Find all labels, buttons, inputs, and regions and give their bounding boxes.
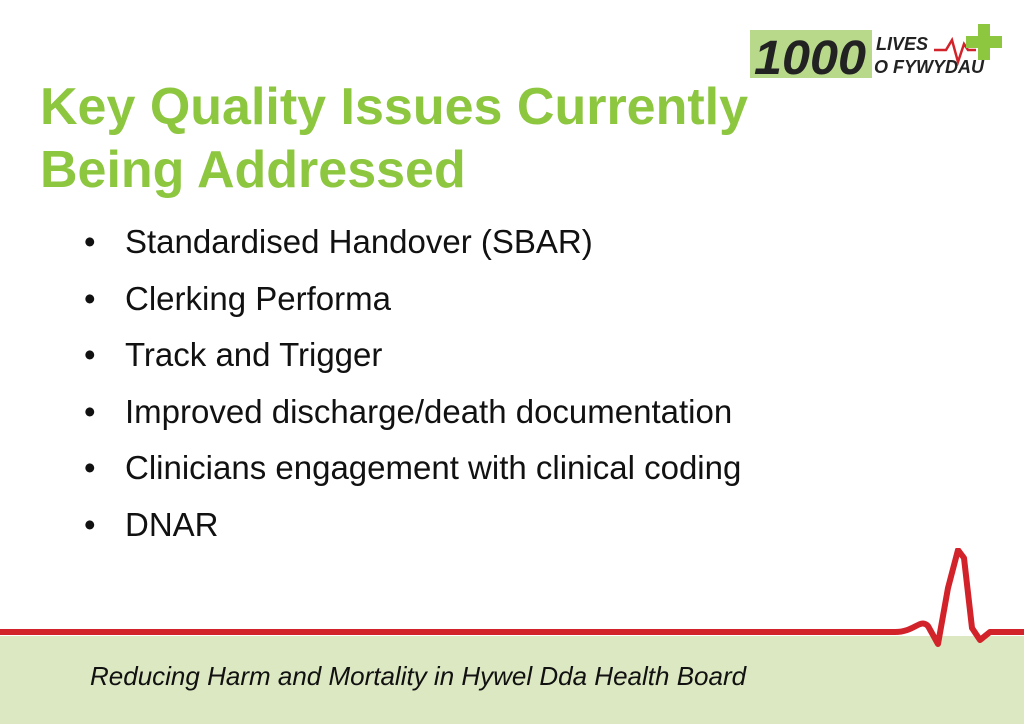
bullet-text: DNAR [125,505,219,543]
logo-number: 1000 [754,32,867,82]
slide-title [40,76,840,202]
bullet-icon: • [84,336,96,374]
bullet-text: Track and Trigger [125,336,383,374]
title-line-1: Key Quality Issues Currently [40,78,749,136]
bullet-text: Clerking Performa [125,279,391,317]
heartbeat-line [0,550,1024,644]
bullet-text: Improved discharge/death documentation [125,392,733,430]
bullet-icon: • [84,223,96,260]
title-line-2: Being Addressed [40,141,466,199]
bullet-icon: • [84,449,96,487]
logo-graphic [748,22,1004,82]
logo-1000-lives [748,22,1004,82]
logo-line2: O FYWYDAU [874,57,984,77]
heartbeat-divider [0,548,1024,658]
footer-text: Reducing Harm and Mortality in Hywel Dda Health Board [90,661,747,691]
bullet-icon: • [84,279,96,317]
bullet-icon: • [84,505,96,543]
plus-cross-icon [966,24,1002,60]
bullet-text: Clinicians engagement with clinical coding [125,449,742,487]
bullet-text: Standardised Handover (SBAR) [125,223,593,260]
bullet-icon: • [84,392,96,430]
logo-line1: LIVES [876,34,929,54]
